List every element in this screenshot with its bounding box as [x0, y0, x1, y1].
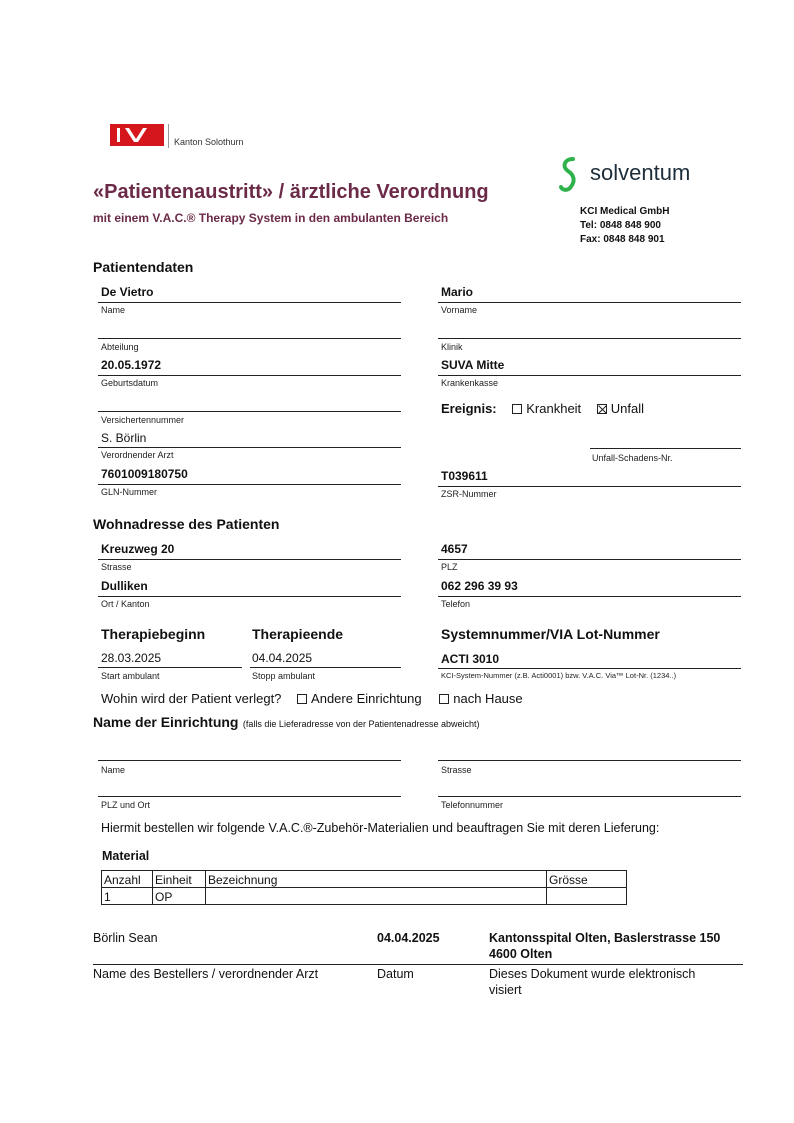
table-row — [102, 888, 627, 905]
row-groesse[interactable] — [547, 888, 627, 905]
ort-label: Ort / Kanton — [101, 599, 150, 609]
therapieende-value[interactable]: 04.04.2025 — [252, 651, 313, 665]
krankheit-label: Krankheit — [526, 401, 582, 416]
unfall-checkbox[interactable] — [597, 404, 607, 414]
spital-line2: 4600 Olten — [489, 947, 553, 961]
section-patientendaten: Patientendaten — [93, 259, 194, 275]
krankheit-checkbox[interactable] — [512, 404, 522, 414]
col-anzahl: Anzahl — [102, 871, 153, 888]
strasse-label: Strasse — [101, 562, 132, 572]
einrichtung-strasse-field[interactable] — [438, 760, 741, 761]
ort-value[interactable]: Dulliken — [101, 579, 148, 593]
systemnummer-label: KCI-System-Nummer (z.B. Acti0001) bzw. V.A.C. Via™ Lot-Nr. (1234..) — [441, 671, 677, 680]
company-fax: Fax: 0848 848 901 — [580, 234, 665, 245]
vorname-label: Vorname — [441, 305, 478, 315]
ereignis-label: Ereignis: — [441, 401, 497, 416]
therapieende-heading: Therapieende — [252, 626, 344, 642]
telefon-value[interactable]: 062 296 39 93 — [441, 579, 518, 593]
section-wohnadresse: Wohnadresse des Patienten — [93, 516, 280, 532]
col-einheit: Einheit — [153, 871, 206, 888]
ereignis-row — [441, 401, 644, 416]
andere-einrichtung-label: Andere Einrichtung — [311, 691, 422, 706]
name-label: Name — [101, 305, 126, 315]
nach-hause-label: nach Hause — [453, 691, 523, 706]
visiert-line1: Dieses Dokument wurde elektronisch — [489, 967, 696, 981]
document-title: «Patientenaustritt» / ärztliche Verordnung — [93, 181, 489, 203]
col-bezeichnung: Bezeichnung — [206, 871, 547, 888]
besteller-label: Name des Bestellers / verordnender Arzt — [93, 967, 319, 981]
material-header-row — [102, 871, 627, 888]
kanton-name: Kanton Solothurn — [174, 137, 244, 147]
verlegt-row — [101, 691, 523, 706]
section-einrichtung — [93, 714, 480, 732]
unfall-label: Unfall — [610, 401, 645, 416]
einrichtung-plz-ort-field[interactable] — [98, 796, 401, 797]
zsr-label: ZSR-Nummer — [441, 489, 497, 499]
solventum-brand: solventum — [590, 160, 691, 185]
zsr-value[interactable]: T039611 — [441, 469, 488, 483]
einrichtung-title: Name der Einrichtung — [93, 714, 239, 730]
therapiebeginn-label: Start ambulant — [101, 671, 160, 681]
row-anzahl[interactable]: 1 — [102, 888, 153, 905]
klinik-field[interactable] — [438, 338, 741, 339]
andere-einrichtung-checkbox[interactable] — [297, 694, 307, 704]
telefon-label: Telefon — [441, 599, 471, 609]
systemnummer-heading: Systemnummer/VIA Lot-Nummer — [441, 626, 660, 642]
plz-value[interactable]: 4657 — [441, 542, 468, 556]
abteilung-field[interactable] — [98, 338, 401, 339]
plz-label: PLZ — [441, 562, 458, 572]
einrichtung-name-label: Name — [101, 765, 126, 775]
gln-value[interactable]: 7601009180750 — [101, 467, 188, 481]
einrichtung-telefon-label: Telefonnummer — [441, 800, 504, 810]
solventum-logo — [556, 156, 716, 194]
arzt-value[interactable]: S. Börlin — [101, 431, 147, 445]
nach-hause-checkbox[interactable] — [439, 694, 449, 704]
datum-value: 04.04.2025 — [377, 931, 440, 945]
versichertennummer-label: Versichertennummer — [101, 415, 185, 425]
arzt-label: Verordnender Arzt — [101, 450, 174, 460]
company-tel: Tel: 0848 848 900 — [580, 220, 661, 231]
klinik-label: Klinik — [441, 342, 463, 352]
therapieende-label: Stopp ambulant — [252, 671, 316, 681]
company-name: KCI Medical GmbH — [580, 206, 670, 217]
versichertennummer-field[interactable] — [98, 411, 401, 412]
einrichtung-strasse-label: Strasse — [441, 765, 472, 775]
material-title: Material — [102, 849, 150, 863]
iv-logo — [110, 124, 164, 146]
spital-line1: Kantonsspital Olten, Baslerstrasse 150 — [489, 931, 721, 945]
geburtsdatum-label: Geburtsdatum — [101, 378, 159, 388]
systemnummer-value[interactable]: ACTI 3010 — [441, 652, 500, 666]
besteller-value: Börlin Sean — [93, 931, 158, 945]
name-value[interactable]: De Vietro — [101, 285, 154, 299]
document-subtitle: mit einem V.A.C.® Therapy System in den ambulanten Bereich — [93, 211, 449, 225]
therapiebeginn-heading: Therapiebeginn — [101, 626, 206, 642]
visiert-line2: visiert — [489, 983, 522, 997]
col-groesse: Grösse — [547, 871, 627, 888]
einrichtung-note: (falls die Lieferadresse von der Patientenadresse abweicht) — [242, 719, 480, 729]
material-table — [101, 870, 627, 905]
therapiebeginn-value[interactable]: 28.03.2025 — [101, 651, 162, 665]
krankenkasse-value[interactable]: SUVA Mitte — [441, 358, 505, 372]
strasse-value[interactable]: Kreuzweg 20 — [101, 542, 175, 556]
verlegt-question: Wohin wird der Patient verlegt? — [101, 691, 282, 706]
einrichtung-telefon-field[interactable] — [438, 796, 741, 797]
abteilung-label: Abteilung — [101, 342, 139, 352]
vorname-value[interactable]: Mario — [441, 285, 474, 299]
row-bezeichnung[interactable] — [206, 888, 547, 905]
krankenkasse-label: Krankenkasse — [441, 378, 499, 388]
einrichtung-name-field[interactable] — [98, 760, 401, 761]
datum-label: Datum — [377, 967, 414, 981]
unfall-nr-field[interactable] — [590, 448, 741, 449]
geburtsdatum-value[interactable]: 20.05.1972 — [101, 358, 162, 372]
order-intro: Hiermit bestellen wir folgende V.A.C.®-Zubehör-Materialien und beauftragen Sie mit deren Lieferung: — [101, 821, 660, 835]
gln-label: GLN-Nummer — [101, 487, 158, 497]
einrichtung-plz-ort-label: PLZ und Ort — [101, 800, 151, 810]
row-einheit[interactable]: OP — [153, 888, 206, 905]
unfall-nr-label: Unfall-Schadens-Nr. — [592, 453, 673, 463]
logo-divider — [168, 124, 169, 148]
